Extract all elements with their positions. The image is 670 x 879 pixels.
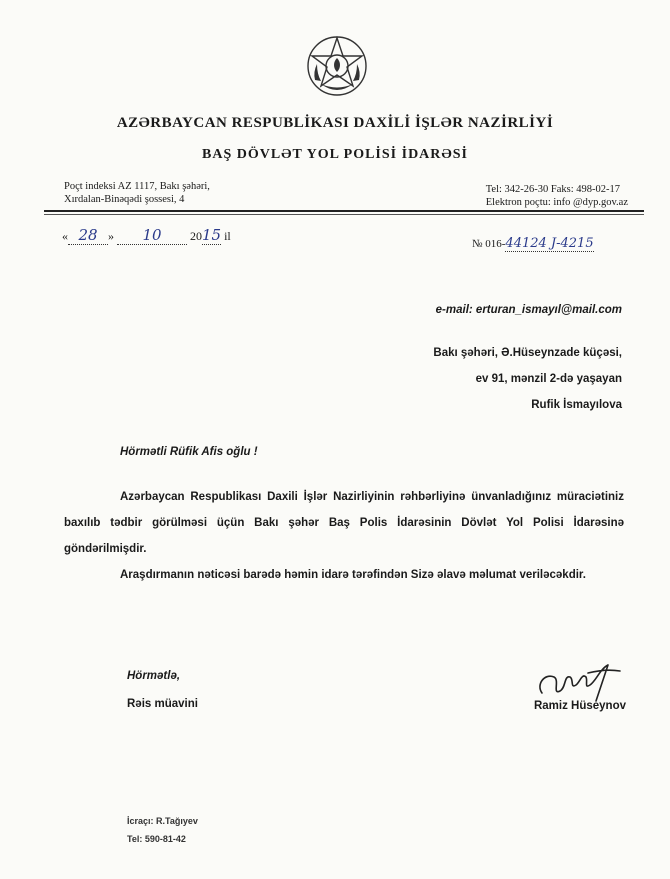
letter-closing xyxy=(127,662,198,718)
recipient-email: e-mail: erturan_ismayıl@mail.com xyxy=(435,304,622,316)
state-emblem-icon xyxy=(305,34,369,98)
closing-word: Hörmətlə, xyxy=(127,670,181,682)
sender-contacts xyxy=(486,183,628,209)
letter-paragraph: Araşdırmanın nəticəsi barədə həmin idarə tərəfindən Sizə əlavə məlumat veriləcəkdir. xyxy=(120,569,586,581)
date-month: 10 xyxy=(117,226,187,245)
signer-name: Ramiz Hüseynov xyxy=(533,700,626,712)
executor-info xyxy=(127,812,198,848)
recipient-address xyxy=(433,340,622,418)
date-year: 15 xyxy=(202,226,222,244)
sender-address xyxy=(64,180,210,206)
date-suffix: il xyxy=(224,229,231,243)
reference-number xyxy=(472,236,594,251)
reference-prefix: № 016- xyxy=(472,238,506,250)
recipient-address-line: Bakı şəhəri, Ə.Hüseynzade küçəsi, xyxy=(433,347,622,359)
executor-phone: Tel: 590-81-42 xyxy=(127,834,186,844)
date-open-quote: « xyxy=(62,229,68,243)
sender-address-line: Poçt indeksi AZ 1117, Bakı şəhəri, xyxy=(64,181,210,192)
letter-body xyxy=(64,484,624,588)
sender-phone-fax: Tel: 342-26-30 Faks: 498-02-17 xyxy=(485,184,621,195)
header-divider xyxy=(44,210,644,212)
letter-paragraph: Azərbaycan Respublikası Daxili İşlər Nazirliyinin rəhbərliyinə ünvanladığınız müraciətiniz baxılıb tədbir görülməsi üçün Bakı şəhər Baş Polis İdarəsinin Dövlət Yol Polisi İdarəsinə göndərilmişdir. xyxy=(64,491,624,555)
reference-value: 44124 J-4215 xyxy=(505,236,594,251)
date-day: 28 xyxy=(68,226,108,245)
ministry-name: AZƏRBAYCAN RESPUBLİKASI DAXİLİ İŞLƏR NAZİRLİYİ xyxy=(116,115,554,131)
sender-address-line: Xırdalan-Binəqədi şossesi, 4 xyxy=(64,194,185,205)
sender-email: Elektron poçtu: info @dyp.gov.az xyxy=(485,197,628,208)
header-divider-thin xyxy=(44,214,644,215)
date-close-quote: » xyxy=(108,229,114,243)
executor-name: İcraçı: R.Tağıyev xyxy=(127,816,198,826)
recipient-name: Rufik İsmayılova xyxy=(531,399,622,411)
date-year-prefix: 20 xyxy=(190,229,202,243)
recipient-address-line: ev 91, mənzil 2-də yaşayan xyxy=(475,373,622,385)
department-name: BAŞ DÖVLƏT YOL POLİSİ İDARƏSİ xyxy=(202,147,468,162)
letter-greeting: Hörmətli Rüfik Afis oğlu ! xyxy=(120,446,258,458)
signer-title: Rəis müavini xyxy=(127,698,198,710)
letter-date xyxy=(62,226,231,245)
